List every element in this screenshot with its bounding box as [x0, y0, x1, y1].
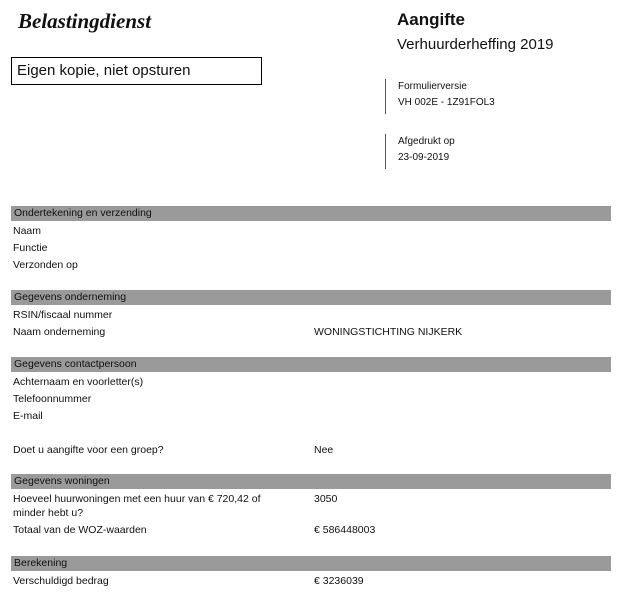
- form-version-block: [385, 79, 495, 114]
- label-rsin: RSIN/fiscaal nummer: [13, 309, 113, 321]
- label-verzonden-op: Verzonden op: [13, 259, 78, 271]
- copy-notice-box: Eigen kopie, niet opsturen: [11, 57, 262, 85]
- printed-date-block: [385, 134, 455, 169]
- label-company-name: Naam onderneming: [13, 326, 106, 338]
- label-amount-due: Verschuldigd bedrag: [13, 575, 109, 587]
- printed-date-label: Afgedrukt op: [398, 136, 455, 147]
- label-naam: Naam: [13, 225, 42, 237]
- value-amount-due: € 3236039: [314, 575, 364, 587]
- logo-text: Belastingdienst: [18, 9, 152, 33]
- label-achternaam: Achternaam en voorletter(s): [13, 376, 144, 388]
- value-woz-total: € 586448003: [314, 524, 376, 536]
- section-calculation-header: Berekening: [11, 556, 611, 571]
- form-version-label: Formulierversie: [398, 81, 467, 92]
- section-company-header: Gegevens onderneming: [11, 290, 611, 305]
- page-title: Aangifte: [397, 10, 465, 29]
- value-housing-count: 3050: [314, 493, 338, 505]
- section-contact-header: Gegevens contactpersoon: [11, 357, 611, 372]
- form-version-value: VH 002E - 1Z91FOL3: [398, 97, 495, 108]
- value-groep: Nee: [314, 444, 334, 456]
- label-telefoon: Telefoonnummer: [13, 393, 92, 405]
- label-functie: Functie: [13, 242, 48, 254]
- value-company-name: WONINGSTICHTING NIJKERK: [314, 326, 463, 338]
- label-email: E-mail: [13, 410, 43, 422]
- printed-date-value: 23-09-2019: [398, 152, 450, 163]
- section-housing-header: Gegevens woningen: [11, 474, 611, 489]
- section-signature-header: Ondertekening en verzending: [11, 206, 611, 221]
- label-housing-count: Hoeveel huurwoningen met een huur van € 720,42 of minder hebt u?: [13, 493, 261, 519]
- page-subtitle: Verhuurderheffing 2019: [397, 36, 554, 53]
- label-groep: Doet u aangifte voor een groep?: [13, 444, 164, 456]
- label-woz-total: Totaal van de WOZ-waarden: [13, 524, 147, 536]
